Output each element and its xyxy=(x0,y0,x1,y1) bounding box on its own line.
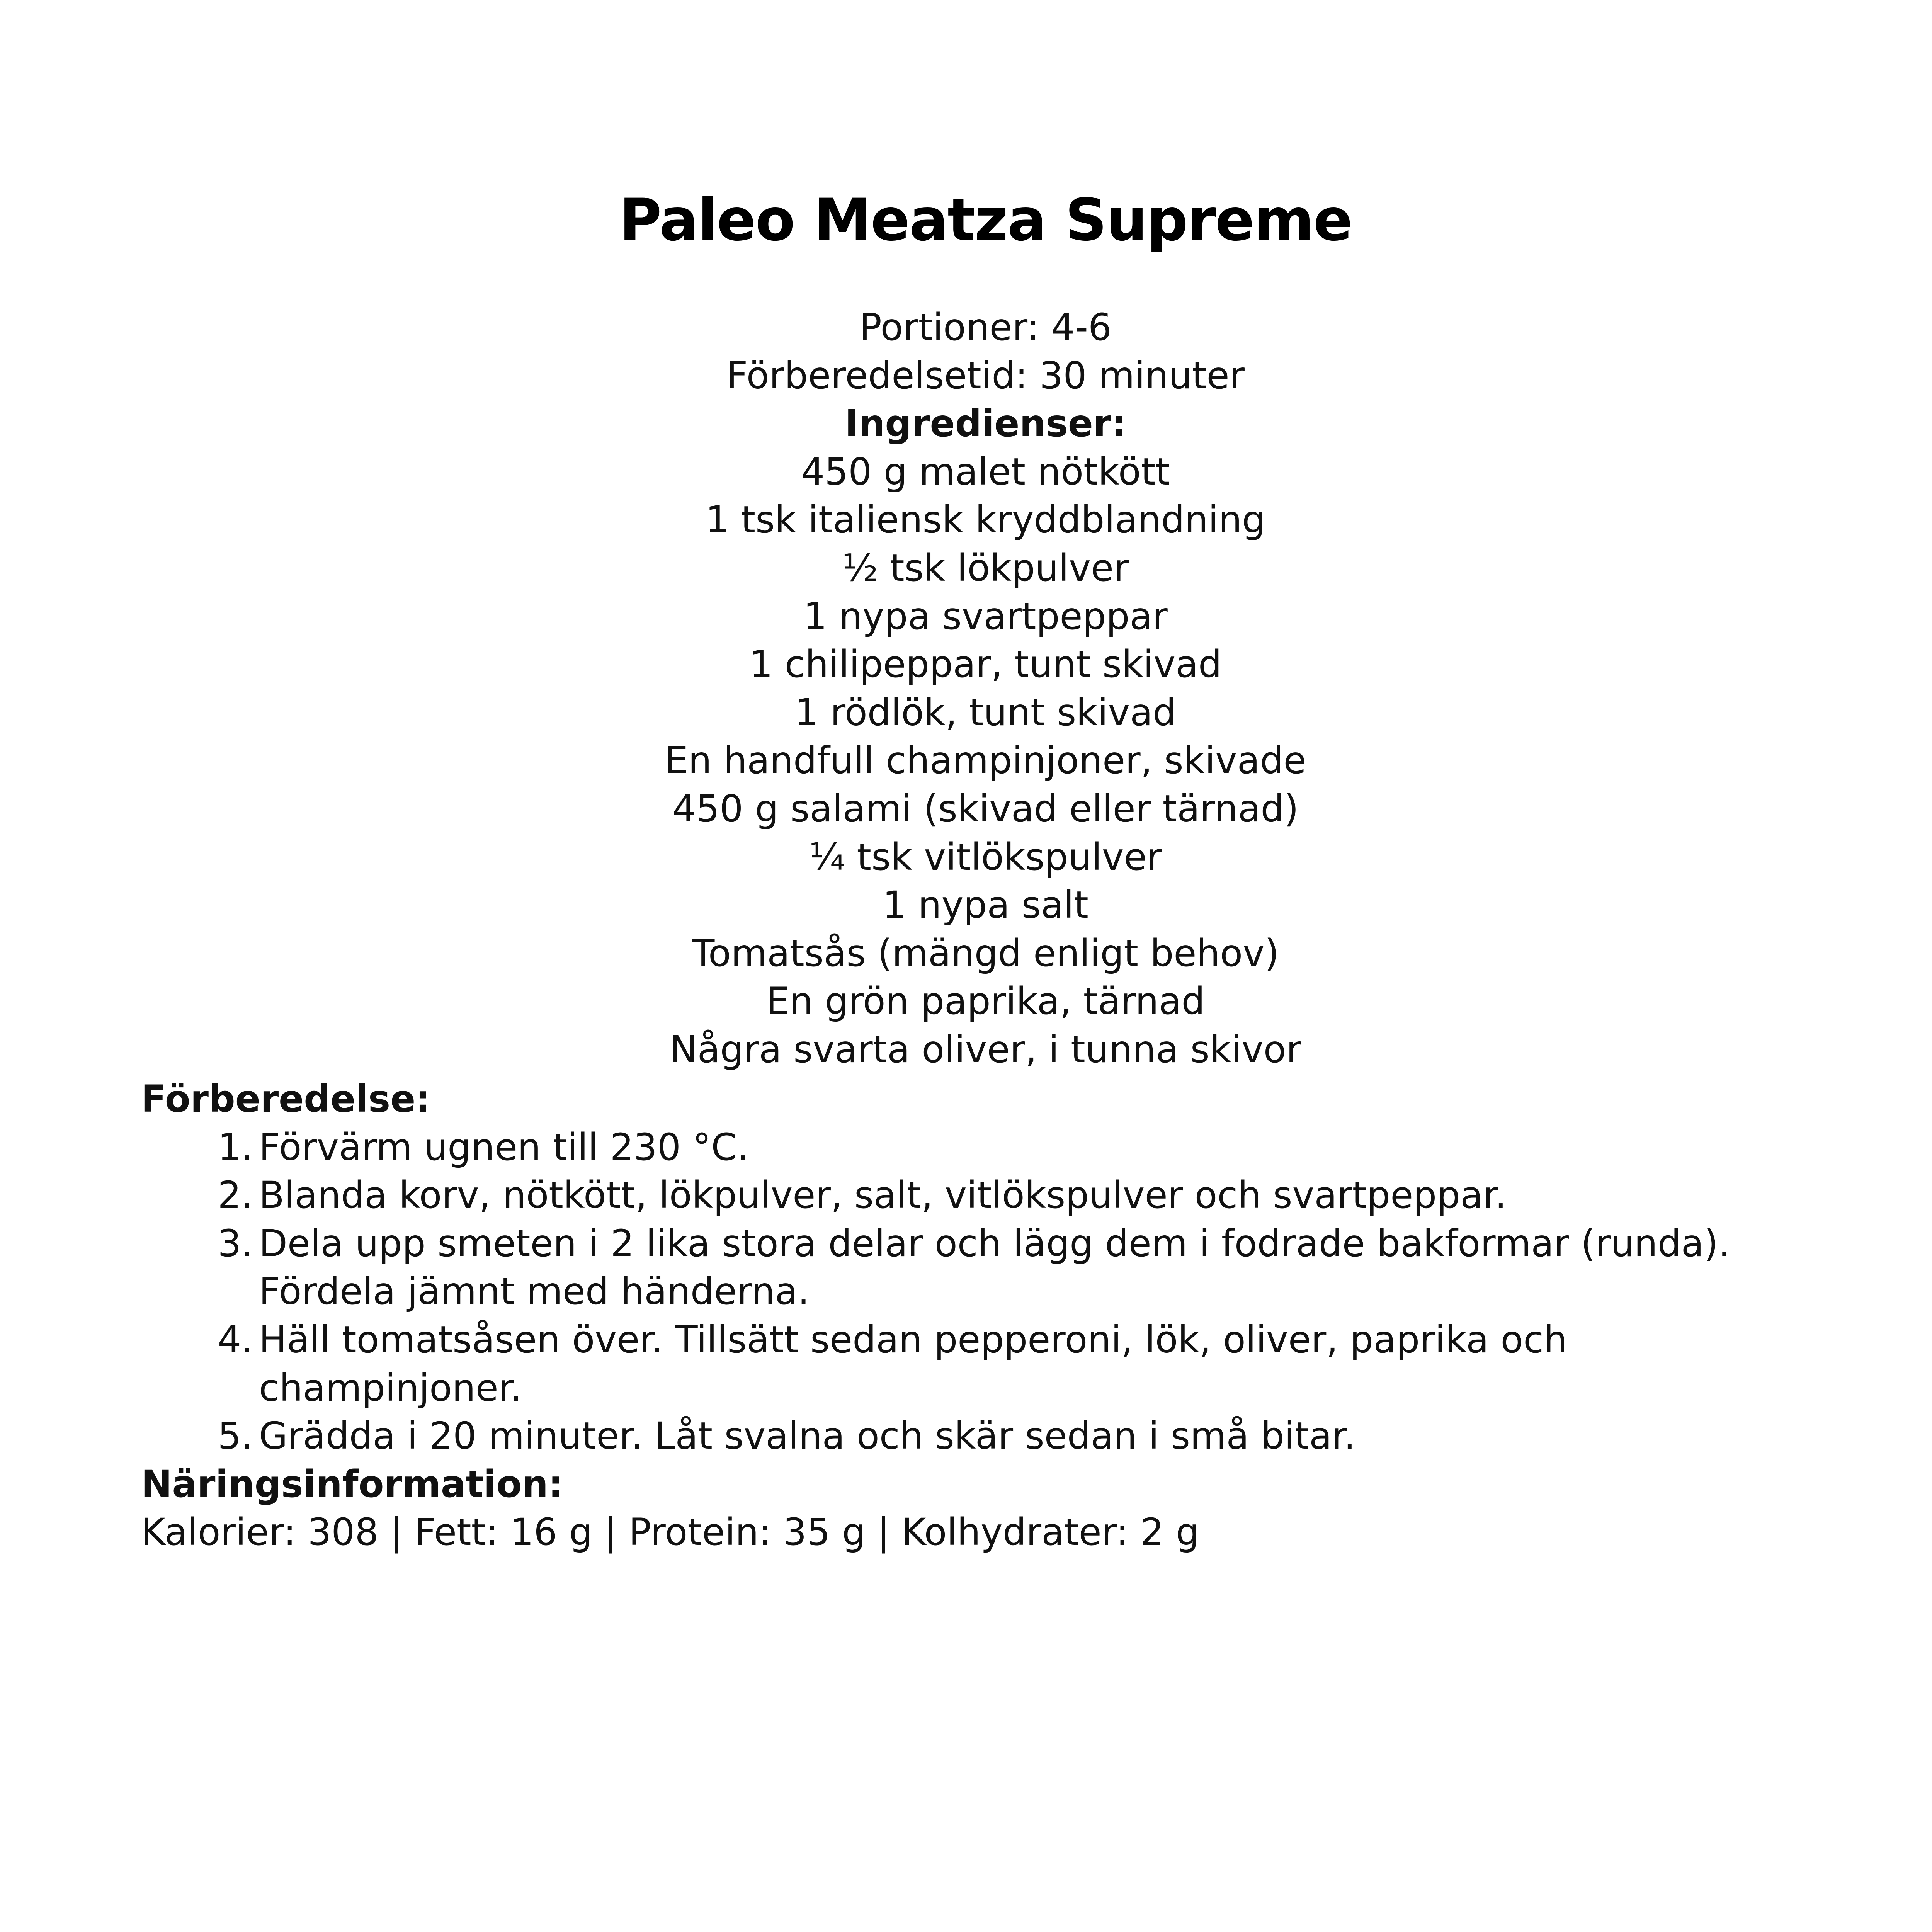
ingredient-item: 1 tsk italiensk kryddblandning xyxy=(705,498,1266,542)
step-number: 3. xyxy=(218,1221,253,1265)
step-line: Dela upp smeten i 2 lika stora delar och lägg dem i fodrade bakformar (runda). xyxy=(259,1221,1730,1265)
ingredients-heading: Ingredienser: xyxy=(845,402,1126,446)
preparation-heading: Förberedelse: xyxy=(141,1077,430,1121)
step-item xyxy=(141,1219,1841,1316)
step-item xyxy=(141,1123,1841,1172)
step-item xyxy=(141,1316,1841,1412)
step-line: Grädda i 20 minuter. Låt svalna och skär sedan i små bitar. xyxy=(259,1414,1356,1458)
prep-time: Förberedelsetid: 30 minuter xyxy=(726,354,1245,397)
ingredient-item: En grön paprika, tärnad xyxy=(766,980,1205,1023)
step-line: Häll tomatsåsen över. Tillsätt sedan pepperoni, lök, oliver, paprika och xyxy=(259,1318,1567,1361)
ingredient-item: 1 chilipeppar, tunt skivad xyxy=(749,643,1222,686)
ingredient-item: 450 g malet nötkött xyxy=(801,450,1170,493)
ingredient-item: ½ tsk lökpulver xyxy=(842,546,1129,590)
servings: Portioner: 4-6 xyxy=(859,306,1112,349)
preparation-steps xyxy=(141,1123,1841,1460)
ingredient-item: Några svarta oliver, i tunna skivor xyxy=(670,1027,1301,1071)
step-line: Fördela jämnt med händerna. xyxy=(259,1270,810,1313)
step-text xyxy=(259,1412,1920,1460)
ingredient-item: En handfull champinjoner, skivade xyxy=(665,739,1306,782)
ingredient-item: Tomatsås (mängd enligt behov) xyxy=(692,931,1279,975)
step-item xyxy=(141,1412,1841,1460)
step-number: 2. xyxy=(218,1173,253,1217)
nutrition-info: Kalorier: 308 | Fett: 16 g | Protein: 35 g | Kolhydrater: 2 g xyxy=(141,1510,1199,1554)
ingredient-item: 1 nypa salt xyxy=(883,883,1088,927)
step-line: Förvärm ugnen till 230 °C. xyxy=(259,1125,749,1169)
step-item xyxy=(141,1171,1841,1219)
step-text xyxy=(259,1219,1920,1316)
step-number: 4. xyxy=(218,1318,253,1361)
step-line: Blanda korv, nötkött, lökpulver, salt, vitlökspulver och svartpeppar. xyxy=(259,1173,1507,1217)
step-number: 1. xyxy=(218,1125,253,1169)
recipe-instructions xyxy=(141,1075,1841,1556)
step-text xyxy=(259,1171,1920,1219)
step-line: champinjoner. xyxy=(259,1366,522,1410)
recipe-title: Paleo Meatza Supreme xyxy=(619,187,1352,254)
ingredient-item: 1 rödlök, tunt skivad xyxy=(795,690,1176,734)
step-text xyxy=(259,1123,1920,1172)
ingredient-item: 450 g salami (skivad eller tärnad) xyxy=(672,787,1299,830)
ingredient-item: ¼ tsk vitlökspulver xyxy=(809,835,1162,879)
nutrition-heading: Näringsinformation: xyxy=(141,1462,563,1506)
step-number: 5. xyxy=(218,1414,253,1458)
step-text xyxy=(259,1316,1920,1412)
recipe-summary xyxy=(0,303,1932,1074)
ingredient-item: 1 nypa svartpeppar xyxy=(803,594,1168,638)
